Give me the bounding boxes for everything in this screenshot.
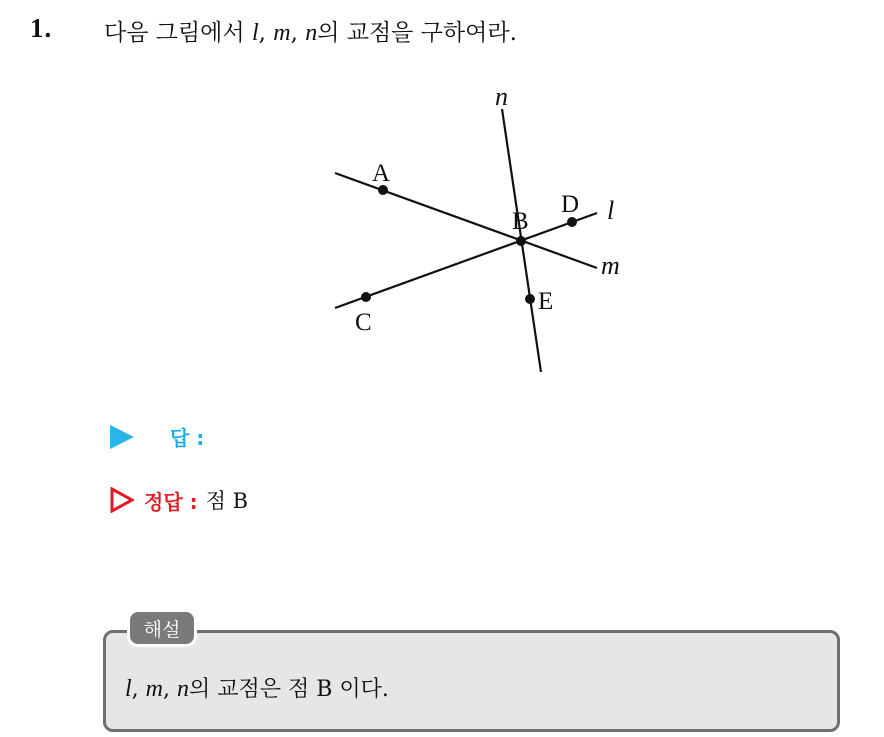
question-sep-1: , — [258, 20, 274, 46]
line-m — [335, 173, 597, 268]
explanation-sep-1: , — [131, 677, 146, 702]
explanation-var-n: n — [177, 676, 190, 702]
line-l — [335, 213, 597, 308]
label-line-m: m — [601, 251, 620, 280]
outline-arrow-icon — [110, 487, 134, 513]
correct-answer-label: 정답 : — [144, 489, 198, 514]
label-point-e: E — [538, 288, 554, 315]
question-sep-2: , — [290, 20, 306, 46]
point-b — [516, 236, 526, 246]
correct-answer-value: 점 B — [205, 489, 249, 513]
question-var-m: m — [273, 20, 291, 46]
explanation-text-suffix: 의 교점은 점 B 이다. — [189, 677, 389, 702]
explanation-var-m: m — [145, 676, 164, 702]
correct-answer-row — [110, 485, 248, 515]
label-line-l: l — [607, 196, 615, 225]
explanation-var-l: l — [125, 676, 132, 702]
question-var-l: l — [251, 20, 259, 46]
question-text-prefix: 다음 그림에서 — [104, 20, 252, 46]
label-point-a: A — [372, 160, 391, 187]
question-text-suffix: 의 교점을 구하여라. — [317, 20, 517, 46]
label-point-d: D — [561, 191, 580, 218]
explanation-tab: 해설 — [127, 609, 197, 647]
point-d — [567, 217, 577, 227]
explanation-text — [125, 672, 389, 703]
answer-row — [110, 422, 204, 451]
point-c — [361, 292, 371, 302]
question-number: 1. — [30, 13, 53, 43]
question-var-n: n — [305, 20, 318, 46]
play-arrow-icon — [110, 425, 134, 449]
point-e — [525, 294, 535, 304]
label-line-n: n — [495, 82, 508, 111]
label-point-c: C — [355, 309, 372, 336]
label-point-b: B — [512, 208, 529, 235]
explanation-sep-2: , — [163, 677, 178, 702]
answer-label: 답 : — [170, 426, 205, 450]
